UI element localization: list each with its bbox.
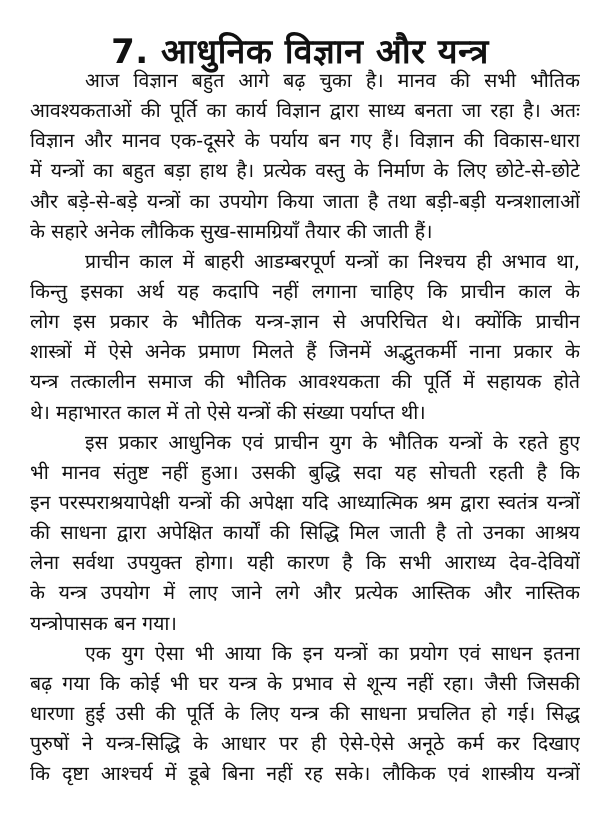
text-line: आज विज्ञान बहुत आगे बढ़ चुका है। मानव की सभी भौतिक: [85, 69, 580, 92]
chapter-body: [30, 66, 580, 789]
text-line: थे। महाभारत काल में तो ऐसे यन्त्रों की संख्या पर्याप्त थी।: [30, 400, 426, 424]
paragraph: [30, 428, 580, 639]
text-line: इन परस्पराश्रयापेक्षी यन्त्रों की अपेक्षा यदि आध्यात्मिक श्रम द्वारा स्वतंत्र यन्त्रों: [30, 490, 580, 514]
text-line: के यन्त्र उपयोग में लाए जाने लगे और प्रत्येक आस्तिक और नास्तिक: [30, 581, 580, 605]
text-line: प्राचीन काल में बाहरी आडम्बरपूर्ण यन्त्रों का निश्चय ही अभाव था,: [85, 249, 580, 273]
text-line: बढ़ गया कि कोई भी घर यन्त्र के प्रभाव से शून्य नहीं रहा। जैसी जिसकी: [30, 671, 580, 695]
text-line: यन्त्र तत्कालीन समाज की भौतिक आवश्यकता की पूर्ति में सहायक होते: [30, 370, 580, 394]
text-line: और बड़े-से-बड़े यन्त्रों का उपयोग किया जाता है तथा बड़ी-बड़ी यन्त्रशालाओं: [30, 189, 580, 213]
text-line: एक युग ऐसा भी आया कि इन यन्त्रों का प्रयोग एवं साधन इतना: [85, 641, 580, 665]
chapter-title: 7. आधुनिक विज्ञान और यन्त्र: [111, 31, 489, 72]
text-line: विज्ञान और मानव एक-दूसरे के पर्याय बन गए हैं। विज्ञान की विकास-धारा: [30, 129, 580, 153]
text-line: किन्तु इसका अर्थ यह कदापि नहीं लगाना चाहिए कि प्राचीन काल के: [30, 279, 580, 303]
text-line: यन्त्रोपासक बन गया।: [30, 611, 177, 635]
paragraph: [30, 66, 580, 247]
paragraph: [30, 639, 580, 790]
text-line: लेना सर्वथा उपयुक्त होगा। यही कारण है कि सभी आराध्य देव-देवियों: [30, 551, 580, 575]
text-line: इस प्रकार आधुनिक एवं प्राचीन युग के भौतिक यन्त्रों के रहते हुए: [85, 430, 580, 454]
text-line: धारणा हुई उसी की पूर्ति के लिए यन्त्र की साधना प्रचलित हो गई। सिद्ध: [30, 701, 580, 725]
text-line: की साधना द्वारा अपेक्षित कार्यों की सिद्धि मिल जाती है तो उनका आश्रय: [30, 521, 580, 545]
text-line: पुरुषों ने यन्त्र-सिद्धि के आधार पर ही ऐसे-ऐसे अनूठे कर्म कर दिखाए: [30, 732, 580, 756]
text-line: आवश्यकताओं की पूर्ति का कार्य विज्ञान द्वारा साध्य बनता जा रहा है। अतः: [30, 99, 580, 123]
paragraph: [30, 247, 580, 428]
text-line: भी मानव संतुष्ट नहीं हुआ। उसकी बुद्धि सदा यह सोचती रहती है कि: [30, 460, 580, 484]
text-line: शास्त्रों में ऐसे अनेक प्रमाण मिलते हैं जिनमें अद्भुतकर्मी नाना प्रकार के: [30, 340, 580, 364]
text-line: में यन्त्रों का बहुत बड़ा हाथ है। प्रत्येक वस्तु के निर्माण के लिए छोटे-से-छोटे: [30, 159, 580, 183]
text-line: के सहारे अनेक लौकिक सुख-सामग्रियाँ तैयार की जाती हैं।: [30, 219, 433, 243]
text-line: कि दृष्टा आश्चर्य में डूबे बिना नहीं रह सके। लौकिक एवं शास्त्रीय यन्त्रों: [30, 762, 580, 786]
text-line: लोग इस प्रकार के भौतिक यन्त्र-ज्ञान से अपरिचित थे। क्योंकि प्राचीन: [30, 310, 580, 334]
